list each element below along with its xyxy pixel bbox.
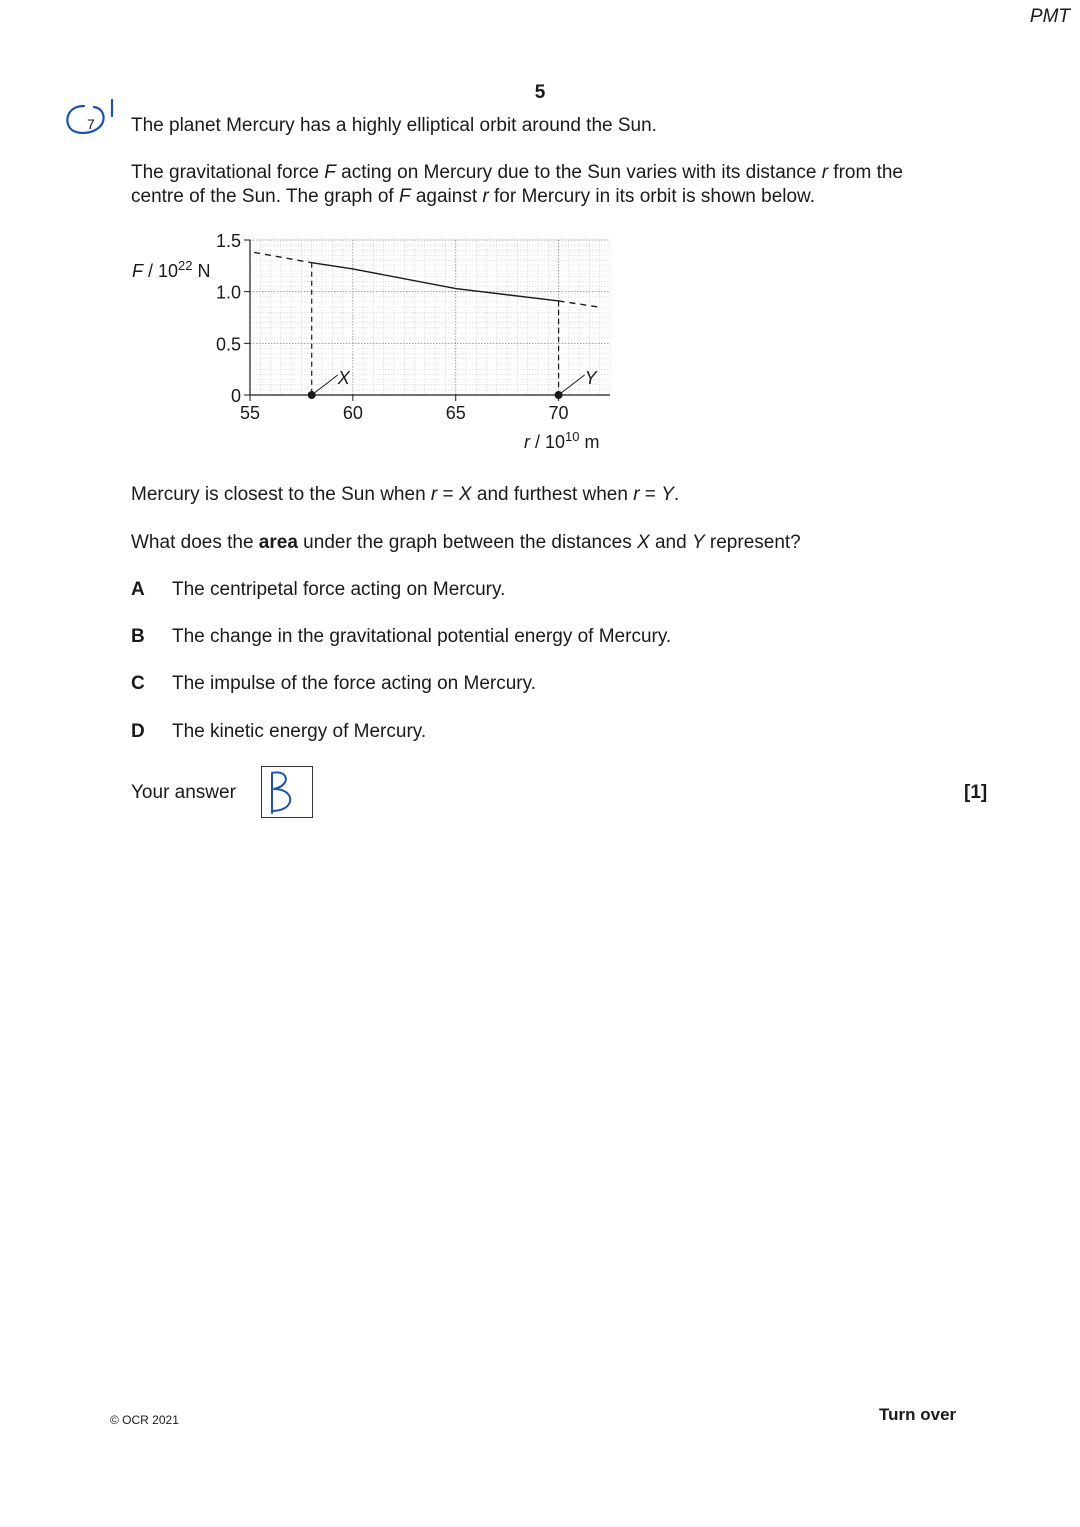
graph-labels xyxy=(132,231,600,452)
x-axis-label: r / $10^{10}$ m xyxy=(524,429,600,452)
question-number-annotation xyxy=(62,98,118,138)
marks-available: [1] xyxy=(964,782,988,803)
question-number: 7 xyxy=(87,116,95,132)
option-b: B The change in the gravitational potential energy of Mercury. xyxy=(131,626,672,647)
question-intro: The planet Mercury has a highly elliptical orbit around the Sun. xyxy=(131,115,657,136)
context-line-1: The gravitational force F acting on Mercury due to the Sun varies with its distance r from the xyxy=(131,162,903,183)
x-tick-label: 70 xyxy=(548,403,569,423)
watermark-label: PMT xyxy=(1029,6,1070,27)
y-tick-label: 1.0 xyxy=(215,282,241,303)
y-tick-label: 1.5 xyxy=(215,231,241,251)
x-tick-label: 55 xyxy=(239,403,261,423)
marker-point-Y xyxy=(555,391,563,399)
marker-label-X: X xyxy=(337,368,350,388)
force-distance-graph xyxy=(125,225,625,460)
context-line-2: centre of the Sun. The graph of F against r for Mercury in its orbit is shown below. xyxy=(131,186,816,207)
x-tick-label: 65 xyxy=(445,403,466,423)
option-a: A The centripetal force acting on Mercury. xyxy=(131,579,506,600)
option-d: D The kinetic energy of Mercury. xyxy=(131,721,427,742)
y-tick-label: 0 xyxy=(230,386,241,406)
graph-grid xyxy=(250,240,610,395)
copyright: © OCR 2021 xyxy=(110,1413,179,1427)
y-axis-label: F / $10^{22}$ N xyxy=(132,258,211,281)
page-number: 5 xyxy=(534,82,546,103)
question-statement: Mercury is closest to the Sun when r = X and furthest when r = Y. xyxy=(131,484,680,505)
dashed-extension-left xyxy=(254,252,312,262)
marker-label-Y: Y xyxy=(584,368,597,388)
answer-label: Your answer xyxy=(131,782,236,803)
question-context xyxy=(131,161,989,209)
x-tick-label: 60 xyxy=(342,403,363,423)
handwritten-answer xyxy=(262,767,312,817)
answer-box[interactable] xyxy=(261,766,313,818)
y-tick-label: 0.5 xyxy=(215,334,241,355)
marker-pointer-Y xyxy=(559,375,585,395)
graph-axes xyxy=(244,240,610,401)
turn-over: Turn over xyxy=(879,1405,957,1424)
marker-pointer-X xyxy=(312,375,338,395)
question-prompt: What does the area under the graph between the distances X and Y represent? xyxy=(131,532,801,553)
option-c: C The impulse of the force acting on Mercury. xyxy=(131,673,536,694)
